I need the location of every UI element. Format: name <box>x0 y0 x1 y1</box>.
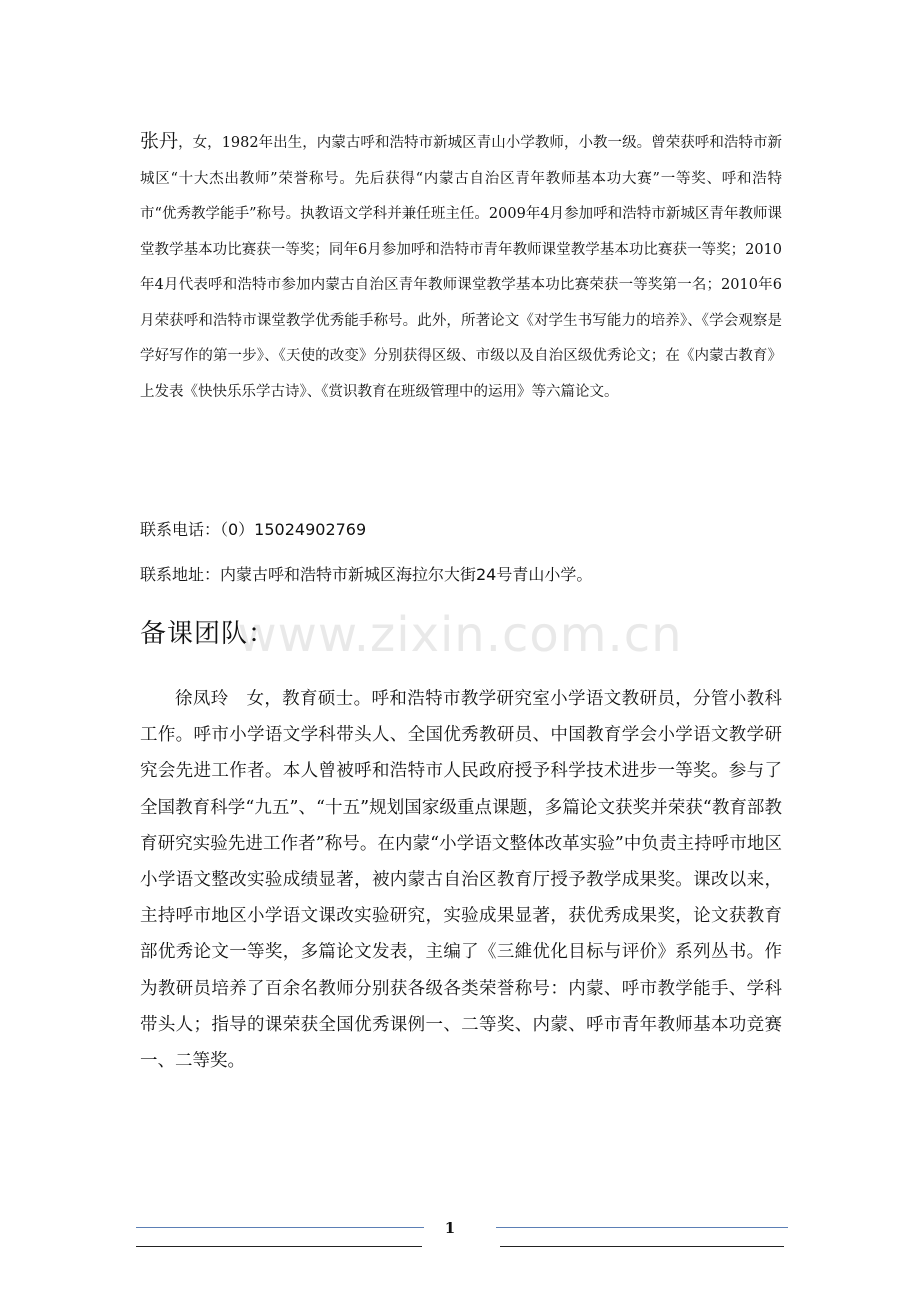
section-title: 备课团队： <box>140 619 276 649</box>
teacher-bio-text: ，女，1982年出生，内蒙古呼和浩特市新城区青山小学教师，小教一级。曾荣获呼和浩特市新城区“十大杰出教师”荣誉称号。先后获得“内蒙古自治区青年教师基本功大赛”一等奖、呼和浩特市“优秀教学能手”称号。执教语文学科并兼任班主任。2009年4月参加呼和浩特市新城区青年教师课堂教学基本功比赛获一等奖；同年6月参加呼和浩特市青年教师课堂教学基本功比赛获一等奖；2010年4月代表呼和浩特市参加内蒙古自治区青年教师课堂教学基本功比赛荣获一等奖第一名；2010年6月荣获呼和浩特市课堂教学优秀能手称号。此外，所著论文《对学生书写能力的培养》、《学会观察是学好写作的第一步》、《天使的改变》分别获得区级、市级以及自治区级优秀论文；在《内蒙古教育》上发表《快快乐乐学古诗》、《赏识教育在班级管理中的运用》等六篇论文。 <box>140 135 782 400</box>
footer-rule-top-left <box>136 1227 424 1228</box>
contact-address: 联系地址：内蒙古呼和浩特市新城区海拉尔大街24号青山小学。 <box>140 565 593 584</box>
teacher-bio-paragraph <box>140 124 782 410</box>
watermark: www.zixin.com.cn <box>237 607 683 663</box>
footer-rule-top-right <box>496 1227 788 1228</box>
footer-rule-bottom-left <box>136 1246 422 1247</box>
page-number: 1 <box>444 1219 456 1237</box>
teacher-name: 张丹 <box>140 130 179 152</box>
contact-phone: 联系电话：（0）15024902769 <box>140 520 367 539</box>
team-member-paragraph: 徐凤玲 女，教育硕士。呼和浩特市教学研究室小学语文教研员，分管小教科工作。呼市小学语文学科带头人、全国优秀教研员、中国教育学会小学语文教学研究会先进工作者。本人曾被呼和浩特市人民政府授予科学技术进步一等奖。参与了全国教育科学“九五”、“十五”规划国家级重点课题，多篇论文获奖并荣获“教育部教育研究实验先进工作者”称号。在内蒙“小学语文整体改革实验”中负责主持呼市地区小学语文整改实验成绩显著，被内蒙古自治区教育厅授予教学成果奖。课改以来，主持呼市地区小学语文课改实验研究，实验成果显著，获优秀成果奖，论文获教育部优秀论文一等奖，多篇论文发表，主编了《三維优化目标与评价》系列丛书。作为教研员培养了百余名教师分别获各级各类荣誉称号：内蒙、呼市教学能手、学科带头人；指导的课荣获全国优秀课例一、二等奖、内蒙、呼市青年教师基本功竞赛一、二等奖。 <box>140 689 782 1072</box>
footer-rule-bottom-right <box>500 1246 784 1247</box>
